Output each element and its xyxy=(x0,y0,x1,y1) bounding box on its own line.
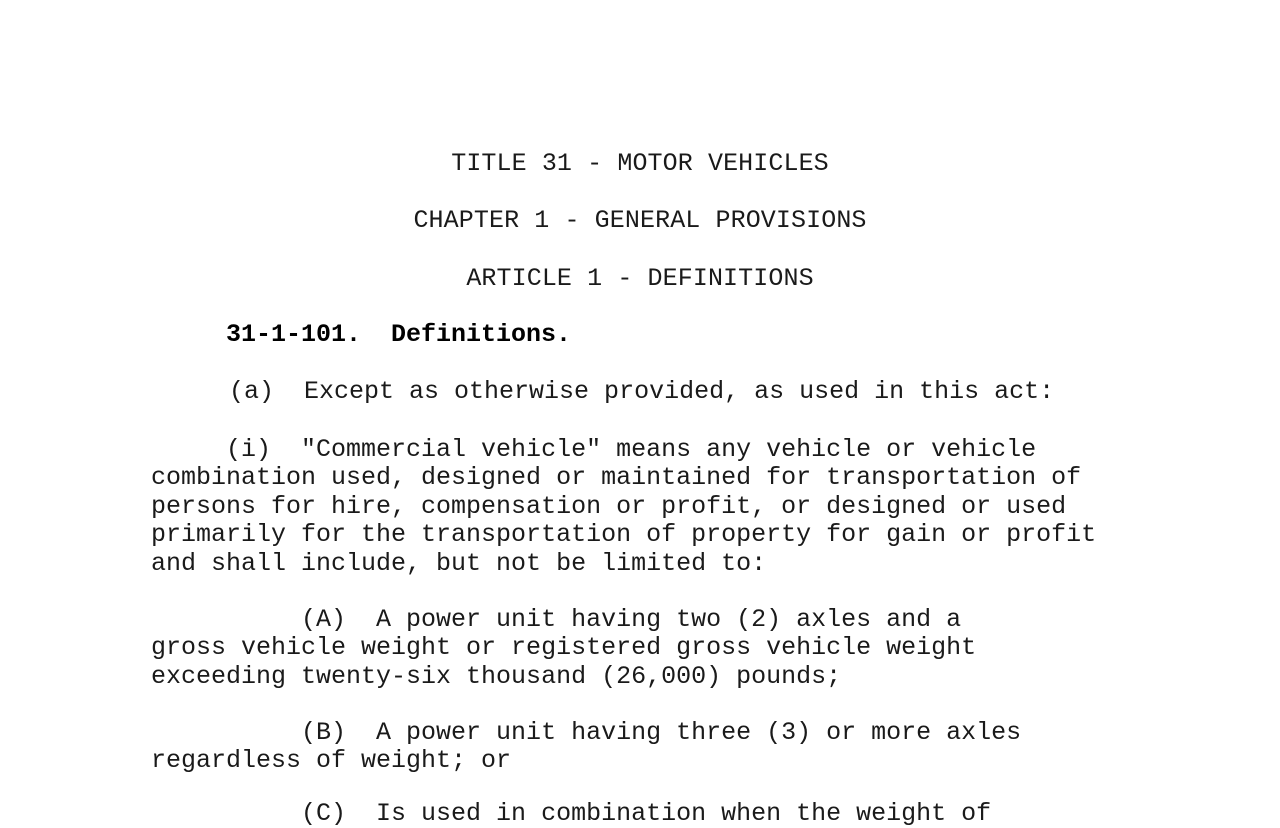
chapter-heading: CHAPTER 1 - GENERAL PROVISIONS xyxy=(413,206,867,235)
paragraph-a: (a) Except as otherwise provided, as used in this act: xyxy=(229,377,1055,406)
paragraph-i: (i) "Commercial vehicle" means any vehicle or vehicle combination used, designed or maintained for transportation of persons for hire, compensation or profit, or designed or used primarily for the transportation of property for gain or profit and shall include, but not be limited to: xyxy=(151,435,1097,578)
paragraph-B: (B) A power unit having three (3) or more axles regardless of weight; or xyxy=(151,718,1022,776)
title-heading: TITLE 31 - MOTOR VEHICLES xyxy=(451,149,829,178)
article-heading: ARTICLE 1 - DEFINITIONS xyxy=(466,264,814,293)
paragraph-C: (C) Is used in combination when the weight of xyxy=(151,799,992,828)
paragraph-A: (A) A power unit having two (2) axles and a gross vehicle weight or registered gross vehicle weight exceeding twenty-six thousand (26,000) pounds; xyxy=(151,605,977,691)
section-heading: 31-1-101. Definitions. xyxy=(226,320,572,349)
